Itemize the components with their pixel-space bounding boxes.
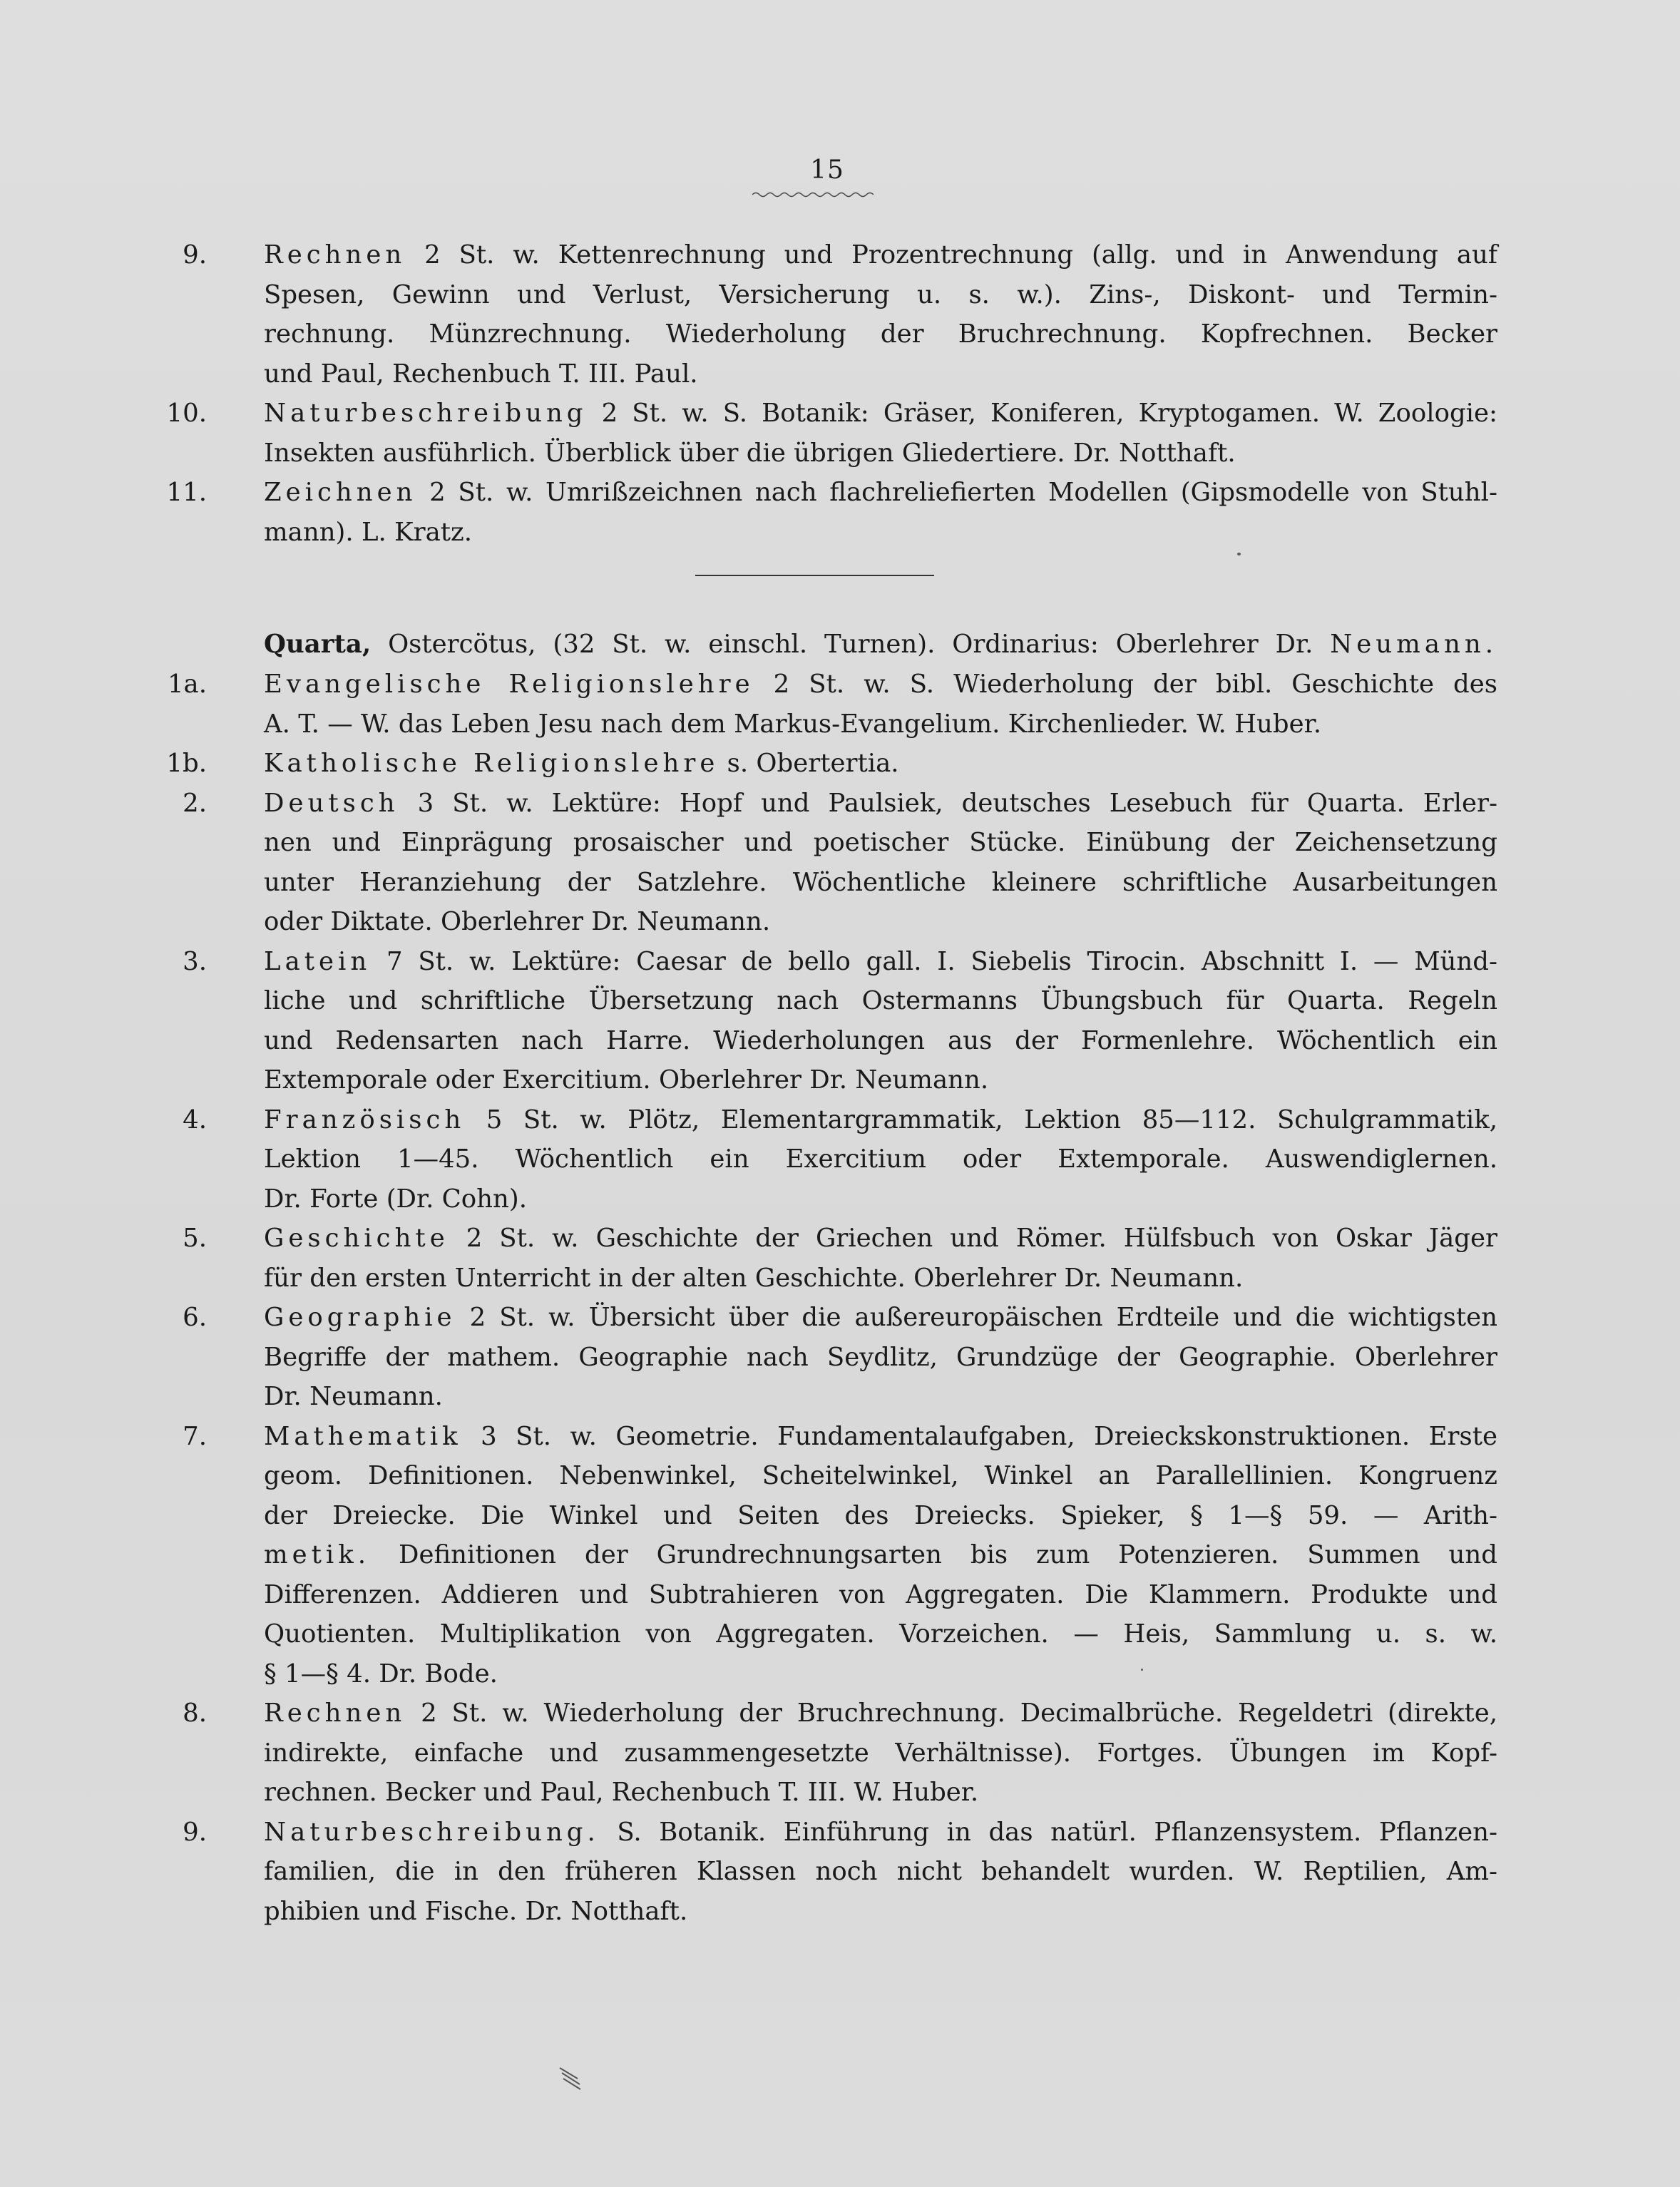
text-line <box>264 1139 1497 1179</box>
subject-name: Französisch <box>264 1105 466 1135</box>
text-line <box>264 823 1497 863</box>
line-text: 7 St. w. Lektüre: Caesar de bello gall. I. Siebelis Tirocin. Abschnitt I. — Münd- <box>371 946 1497 976</box>
entry-text <box>264 1417 1497 1694</box>
line-text: Differenzen. Addieren und Subtrahieren von Aggregaten. Die Klammern. Produkte und <box>264 1579 1497 1609</box>
text-line <box>264 434 1497 473</box>
page-number: 15 <box>810 155 844 185</box>
line-text: A. T. — W. das Leben Jesu nach dem Markus-Evangelium. Kirchenlieder. W. Huber. <box>264 709 1321 739</box>
text-line <box>264 1496 1497 1536</box>
section-divider <box>695 575 934 576</box>
line-text: Dr. Neumann. <box>264 1382 443 1411</box>
text-line <box>264 314 1497 354</box>
subject-entry <box>143 1298 1497 1417</box>
subject-entry <box>143 1694 1497 1813</box>
text-line <box>264 1773 1497 1813</box>
text-line <box>264 1298 1497 1338</box>
text-line <box>264 942 1497 982</box>
line-text: phibien und Fische. Dr. Notthaft. <box>264 1896 688 1926</box>
entry-number: 1b. <box>166 749 207 778</box>
entry-text <box>264 1100 1497 1219</box>
subject-name: Latein <box>264 946 372 976</box>
text-line <box>264 513 1497 553</box>
line-text: § 1—§ 4. Dr. Bode. <box>264 1659 498 1689</box>
scan-speck <box>1237 553 1241 555</box>
text-line <box>264 1813 1497 1853</box>
line-text: rechnung. Münzrechnung. Wiederholung der Bruchrechnung. Kopfrechnen. Becker <box>264 319 1497 349</box>
subject-entry <box>143 235 1497 394</box>
text-line <box>264 1575 1497 1615</box>
line-text: familien, die in den früheren Klassen noch nicht behandelt wurden. W. Reptilien, Am- <box>264 1857 1497 1886</box>
text-line <box>264 1417 1497 1457</box>
text-line <box>264 744 1497 784</box>
line-text: S. Botanik. Einführung in das natürl. Pflanzensystem. Pflanzen- <box>599 1817 1497 1847</box>
quarta-heading-text: Ostercötus, (32 St. w. einschl. Turnen). Ordinarius: Oberlehrer Dr. <box>371 630 1331 659</box>
entry-number: 8. <box>183 1699 207 1728</box>
section-quarta-subjects <box>143 665 1497 1931</box>
line-text: Insekten ausführlich. Überblick über die übrigen Gliedertiere. Dr. Notthaft. <box>264 438 1236 468</box>
section-untertertia-continued <box>143 235 1497 552</box>
line-text: 2 St. w. Wiederholung der Bruchrechnung. Decimalbrüche. Regeldetri (direkte, <box>406 1699 1497 1728</box>
subject-entry <box>143 942 1497 1100</box>
ordinarius-name: Neumann. <box>1330 630 1497 659</box>
subject-name: Naturbeschreibung <box>264 399 588 428</box>
line-text: 2 St. w. Übersicht über die außereuropäischen Erdteile und die wichtigsten <box>456 1303 1497 1332</box>
entry-number: 9. <box>183 1817 207 1847</box>
line-text: für den ersten Unterricht in der alten Geschichte. Oberlehrer Dr. Neumann. <box>264 1263 1244 1293</box>
entry-text <box>264 473 1497 552</box>
page-number-ornament <box>752 191 874 198</box>
subject-entry <box>143 665 1497 744</box>
subject-entry <box>143 1219 1497 1298</box>
entry-text <box>264 1219 1497 1298</box>
line-text: 2 St. w. S. Botanik: Gräser, Koniferen, Kryptogamen. W. Zoologie: <box>587 399 1497 428</box>
text-line <box>264 1654 1497 1694</box>
text-line <box>264 1377 1497 1417</box>
subject-name: Katholische Religionslehre <box>264 749 719 778</box>
text-line <box>264 1219 1497 1259</box>
text-line <box>264 1100 1497 1140</box>
text-line <box>264 784 1497 824</box>
scan-mark <box>556 2064 585 2093</box>
entry-text <box>264 235 1497 394</box>
subject-name: Mathematik <box>264 1421 462 1451</box>
text-line <box>264 1179 1497 1219</box>
line-text: geom. Definitionen. Nebenwinkel, Scheitelwinkel, Winkel an Parallellinien. Kongruenz <box>264 1461 1497 1490</box>
entry-number: 9. <box>183 240 207 270</box>
entry-text <box>264 744 1497 784</box>
text-line <box>264 1892 1497 1932</box>
text-line <box>264 1733 1497 1773</box>
line-text: Extemporale oder Exercitium. Oberlehrer Dr. Neumann. <box>264 1065 989 1095</box>
text-line <box>264 1456 1497 1496</box>
text-line <box>264 1060 1497 1100</box>
line-text: oder Diktate. Oberlehrer Dr. Neumann. <box>264 907 771 936</box>
entry-text <box>264 784 1497 942</box>
line-text: Dr. Forte (Dr. Cohn). <box>264 1184 528 1214</box>
text-line <box>264 705 1497 744</box>
entry-text <box>264 1694 1497 1813</box>
entry-text <box>264 394 1497 473</box>
text-line <box>264 981 1497 1021</box>
text-line <box>264 473 1497 513</box>
line-text: s. Obertertia. <box>719 749 899 778</box>
quarta-title: Quarta, <box>264 630 372 659</box>
line-text: Quotienten. Multiplikation von Aggregaten. Vorzeichen. — Heis, Sammlung u. s. w. <box>264 1619 1497 1649</box>
entry-number: 6. <box>183 1303 207 1332</box>
subject-name: Rechnen <box>264 240 406 270</box>
quarta-heading <box>264 625 1497 665</box>
text-line <box>264 863 1497 903</box>
subject-entry <box>143 1417 1497 1694</box>
line-text: Lektion 1—45. Wöchentlich ein Exercitium oder Extemporale. Auswendiglernen. <box>264 1144 1497 1174</box>
line-text: nen und Einprägung prosaischer und poetischer Stücke. Einübung der Zeichensetzung <box>264 828 1497 857</box>
line-text: Definitionen der Grundrechnungsarten bis zum Potenzieren. Summen und <box>370 1540 1497 1569</box>
line-text: 2 St. w. Umrißzeichnen nach flachreliefierten Modellen (Gipsmodelle von Stuhl- <box>416 478 1497 507</box>
line-text: der Dreiecke. Die Winkel und Seiten des Dreiecks. Spieker, § 1—§ 59. — Arith- <box>264 1500 1497 1530</box>
entry-number: 10. <box>166 399 207 428</box>
line-text: Spesen, Gewinn und Verlust, Versicherung u. s. w.). Zins-, Diskont- und Termin- <box>264 280 1497 309</box>
subject-name: Naturbeschreibung. <box>264 1817 600 1847</box>
entry-number: 1a. <box>167 670 207 699</box>
text-line <box>264 1614 1497 1654</box>
text-line <box>264 394 1497 434</box>
text-line <box>264 1338 1497 1378</box>
entry-number: 2. <box>183 788 207 818</box>
text-line <box>264 275 1497 315</box>
text-line <box>264 1852 1497 1892</box>
subject-entry <box>143 394 1497 473</box>
subject-name: metik. <box>264 1540 371 1569</box>
line-text: und Redensarten nach Harre. Wiederholungen aus der Formenlehre. Wöchentlich ein <box>264 1025 1497 1055</box>
entry-number: 5. <box>183 1224 207 1253</box>
text-line <box>264 902 1497 942</box>
subject-entry <box>143 1100 1497 1219</box>
entry-number: 4. <box>183 1105 207 1135</box>
text-line <box>264 1021 1497 1061</box>
subject-name: Evangelische Religionslehre <box>264 670 754 699</box>
line-text: und Paul, Rechenbuch T. III. Paul. <box>264 359 698 389</box>
text-line <box>264 1694 1497 1733</box>
entry-number: 3. <box>183 946 207 976</box>
entry-number: 11. <box>166 478 207 507</box>
line-text: 2 St. w. S. Wiederholung der bibl. Geschichte des <box>754 670 1497 699</box>
line-text: rechnen. Becker und Paul, Rechenbuch T. III. W. Huber. <box>264 1778 979 1807</box>
line-text: Begriffe der mathem. Geographie nach Seydlitz, Grundzüge der Geographie. Oberlehrer <box>264 1342 1497 1372</box>
text-line <box>264 354 1497 394</box>
line-text: unter Heranziehung der Satzlehre. Wöchentliche kleinere schriftliche Ausarbeitungen <box>264 867 1497 897</box>
line-text: mann). L. Kratz. <box>264 517 473 547</box>
text-line <box>264 665 1497 705</box>
text-line <box>264 235 1497 275</box>
subject-entry <box>143 1813 1497 1932</box>
subject-name: Zeichnen <box>264 478 417 507</box>
entry-number: 7. <box>183 1421 207 1451</box>
text-line <box>264 1535 1497 1575</box>
entry-text <box>264 942 1497 1100</box>
line-text: 3 St. w. Geometrie. Fundamentalaufgaben, Dreieckskonstruktionen. Erste <box>461 1421 1497 1451</box>
line-text: 2 St. w. Geschichte der Griechen und Römer. Hülfsbuch von Oskar Jäger <box>449 1224 1497 1253</box>
subject-entry <box>143 473 1497 552</box>
subject-name: Geschichte <box>264 1224 449 1253</box>
subject-entry <box>143 744 1497 784</box>
line-text: 3 St. w. Lektüre: Hopf und Paulsiek, deutsches Lesebuch für Quarta. Erler- <box>399 788 1497 818</box>
line-text: 2 St. w. Kettenrechnung und Prozentrechnung (allg. und in Anwendung auf <box>406 240 1497 270</box>
subject-name: Deutsch <box>264 788 399 818</box>
entry-text <box>264 1813 1497 1932</box>
scan-speck <box>1141 1669 1143 1671</box>
subject-name: Rechnen <box>264 1699 406 1728</box>
line-text: liche und schriftliche Übersetzung nach Ostermanns Übungsbuch für Quarta. Regeln <box>264 986 1497 1015</box>
subject-name: Geographie <box>264 1303 456 1332</box>
line-text: 5 St. w. Plötz, Elementargrammatik, Lektion 85—112. Schulgrammatik, <box>465 1105 1497 1135</box>
entry-text <box>264 665 1497 744</box>
line-text: indirekte, einfache und zusammengesetzte Verhältnisse). Fortges. Übungen im Kopf- <box>264 1738 1497 1768</box>
subject-entry <box>143 784 1497 942</box>
text-line <box>264 1259 1497 1299</box>
entry-text <box>264 1298 1497 1417</box>
